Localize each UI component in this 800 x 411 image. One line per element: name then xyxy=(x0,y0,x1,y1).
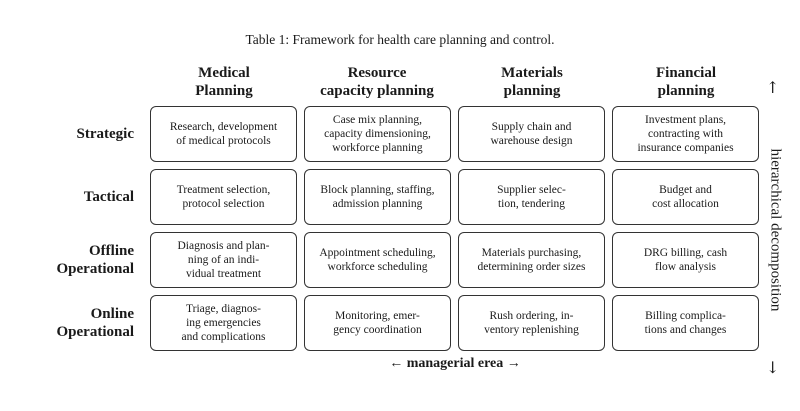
cell-online-medical: Triage, diagnos- ing emergencies and complications xyxy=(150,295,297,351)
cell-strategic-materials: Supply chain and warehouse design xyxy=(458,106,605,162)
cell-offline-medical: Diagnosis and plan- ning of an indi- vidual treatment xyxy=(150,232,297,288)
column-header-materials xyxy=(452,64,612,100)
row-header-line1: Strategic xyxy=(76,126,134,142)
column-header-line1: Financial xyxy=(655,65,716,81)
cell-online-resource: Monitoring, emer- gency coordination xyxy=(304,295,451,351)
cell-strategic-medical: Research, development of medical protocols xyxy=(150,106,297,162)
row-header-online-operational xyxy=(4,295,134,351)
cell-offline-materials: Materials purchasing, determining order sizes xyxy=(458,232,605,288)
column-header-line1: Medical xyxy=(198,65,250,81)
cell-offline-resource: Appointment scheduling, workforce scheduling xyxy=(304,232,451,288)
managerial-area-axis-label: ← managerial erea → xyxy=(389,356,521,371)
arrow-up-icon: ↑ xyxy=(766,78,780,97)
row-header-tactical xyxy=(4,169,134,225)
row-header-line1: Offline xyxy=(89,243,134,259)
cell-tactical-financial: Budget and cost allocation xyxy=(612,169,759,225)
cell-strategic-financial: Investment plans, contracting with insurance companies xyxy=(612,106,759,162)
row-header-line2: Operational xyxy=(56,261,134,277)
column-header-line2: planning xyxy=(657,83,715,99)
cell-offline-financial: DRG billing, cash flow analysis xyxy=(612,232,759,288)
cell-online-materials: Rush ordering, in- ventory replenishing xyxy=(458,295,605,351)
cell-tactical-resource: Block planning, staffing, admission planning xyxy=(304,169,451,225)
column-header-line2: planning xyxy=(503,83,561,99)
cell-tactical-medical: Treatment selection, protocol selection xyxy=(150,169,297,225)
table-caption: Table 1: Framework for health care planning and control. xyxy=(245,32,555,47)
column-header-line2: Planning xyxy=(195,83,253,99)
column-header-financial xyxy=(606,64,766,100)
cell-strategic-resource: Case mix planning, capacity dimensioning, workforce planning xyxy=(304,106,451,162)
column-header-line1: Resource xyxy=(347,65,407,81)
hierarchical-decomposition-axis-label: hierarchical decomposition xyxy=(767,148,784,312)
column-header-resource xyxy=(297,64,457,100)
row-header-line1: Tactical xyxy=(83,189,134,205)
row-header-strategic xyxy=(4,106,134,162)
column-header-medical xyxy=(144,64,304,100)
row-header-offline-operational xyxy=(4,232,134,288)
row-header-line1: Online xyxy=(90,306,134,322)
cell-tactical-materials: Supplier selec- tion, tendering xyxy=(458,169,605,225)
column-header-line1: Materials xyxy=(501,65,563,81)
cell-online-financial: Billing complica- tions and changes xyxy=(612,295,759,351)
arrow-down-icon: ↓ xyxy=(766,358,780,377)
column-header-line2: capacity planning xyxy=(320,83,434,99)
row-header-line2: Operational xyxy=(56,324,134,340)
